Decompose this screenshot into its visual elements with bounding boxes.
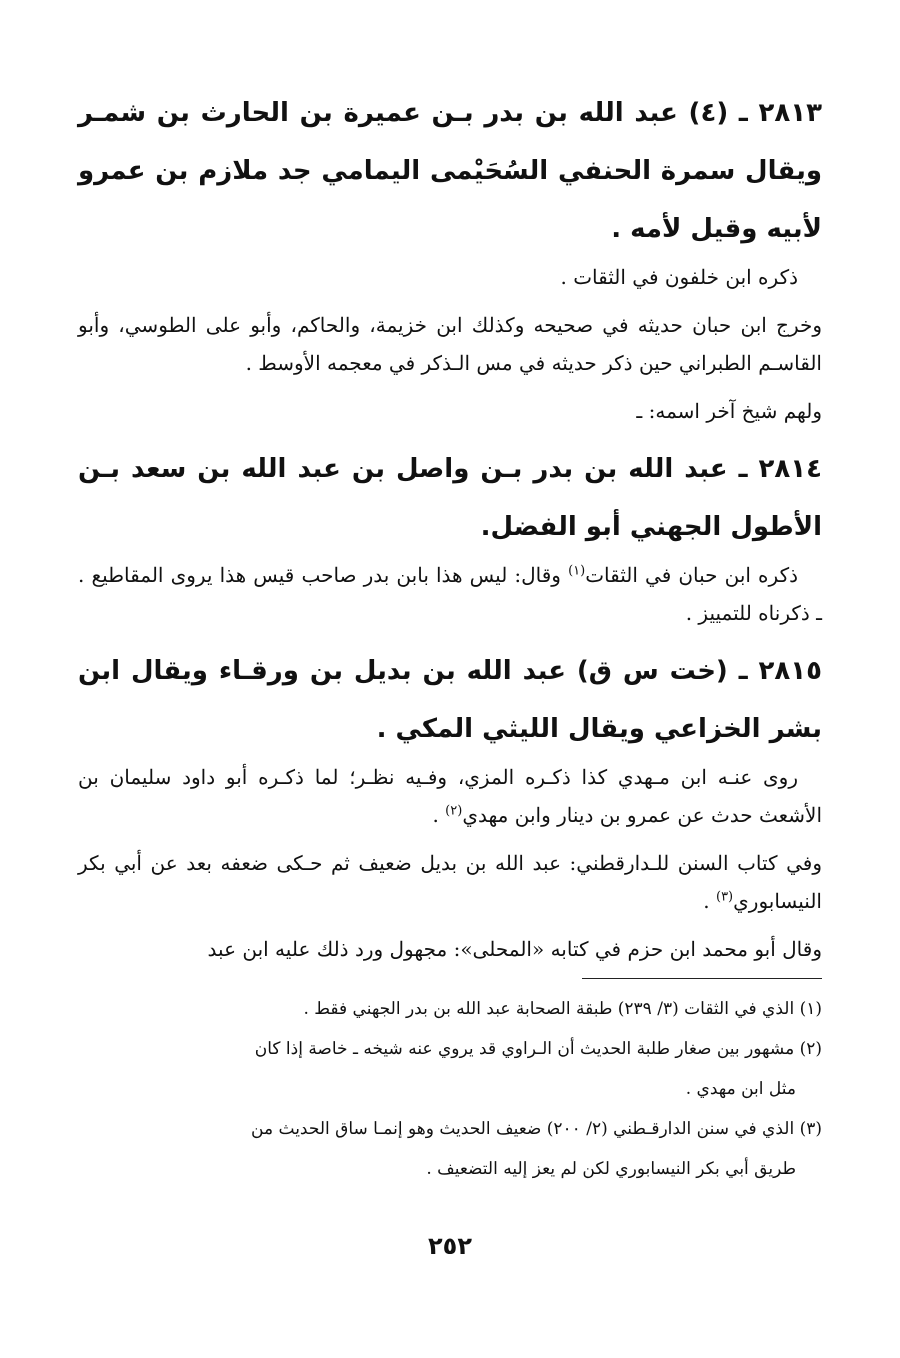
entry-paragraph: [78, 556, 822, 632]
entry-paragraph: [78, 758, 822, 834]
footnotes: [78, 989, 822, 1189]
paragraph-text: ذكره ابن حبان في الثقات: [585, 563, 798, 587]
footnote-2: (٢) مشهور بين صغار طلبة الحديث أن الـراوي قد يروي عنه شيخه ـ خاصة إذا كان: [254, 1039, 822, 1059]
entry-2815: [78, 642, 822, 968]
entry-2814: [78, 440, 822, 632]
entry-2813: [78, 84, 822, 430]
paragraph-text: وفي كتاب السنن للـدارقطني: عبد الله بن بديل ضعيف ثم حـكى ضعفه بعد عن أبي بكر النيسابوري: [78, 851, 822, 913]
footnote-ref[interactable]: (١): [568, 563, 586, 579]
paragraph-text: .: [703, 889, 716, 913]
footnote-1: (١) الذي في الثقات (٣/ ٢٣٩) طبقة الصحابة عبد الله بن بدر الجهني فقط .: [303, 999, 822, 1019]
paragraph-text: روى عنـه ابن مـهدي كذا ذكـره المزي، وفـيه نظـر؛ لما ذكـره أبو داود سليمان بن الأشعث حدث عن عمرو بن دينار وابن مهدي: [78, 765, 822, 827]
footnote-3-continuation: طريق أبي بكر النيسابوري لكن لم يعز إليه التضعيف .: [426, 1159, 796, 1179]
entry-paragraph: وقال أبو محمد ابن حزم في كتابه «المحلى»: مجهول ورد ذلك عليه ابن عبد: [207, 937, 822, 961]
footnote-ref[interactable]: (٣): [715, 889, 734, 905]
entry-paragraph: ولهم شيخ آخر اسمه: ـ: [636, 399, 822, 423]
entry-paragraph: [78, 844, 822, 920]
entry-paragraph: وخرج ابن حبان حديثه في صحيحه وكذلك ابن خزيمة، والحاكم، وأبو على الطوسي، وأبو القاسـم الطبراني حين ذكر حديثه في مس الـذكر في معجمه الأوسط .: [78, 313, 822, 375]
paragraph-text: .: [432, 803, 446, 827]
entry-paragraph: ذكره ابن خلفون في الثقات .: [560, 265, 798, 289]
paragraph-text: وقال: ليس هذا بابن بدر صاحب قيس هذا يروى المقاطيع . ـ ذكرناه للتمييز .: [78, 563, 822, 625]
footnote-2-continuation: مثل ابن مهدي .: [685, 1079, 796, 1099]
entry-heading: ٢٨١٣ ـ (٤) عبد الله بن بدر بـن عميرة بن الحارث بن شمـر ويقال سمرة الحنفي السُحَيْمى اليمامي جد ملازم بن عمرو لأبيه وقيل لأمه .: [78, 98, 822, 244]
footnote-divider: [582, 978, 822, 979]
entry-heading: ٢٨١٤ ـ عبد الله بن بدر بـن واصل بن عبد الله بن سعد بـن الأطول الجهني أبو الفضل.: [78, 454, 822, 542]
footnote-ref[interactable]: (٢): [445, 803, 463, 819]
footnote-3: (٣) الذي في سنن الدارقـطني (٢/ ٢٠٠) ضعيف الحديث وهو إنمـا ساق الحديث من: [251, 1119, 822, 1139]
page-number: ٢٥٢: [428, 1232, 472, 1260]
entry-heading: ٢٨١٥ ـ (خت س ق) عبد الله بن بديل بن ورقـاء ويقال ابن بشر الخزاعي ويقال الليثي المكي .: [78, 656, 822, 744]
